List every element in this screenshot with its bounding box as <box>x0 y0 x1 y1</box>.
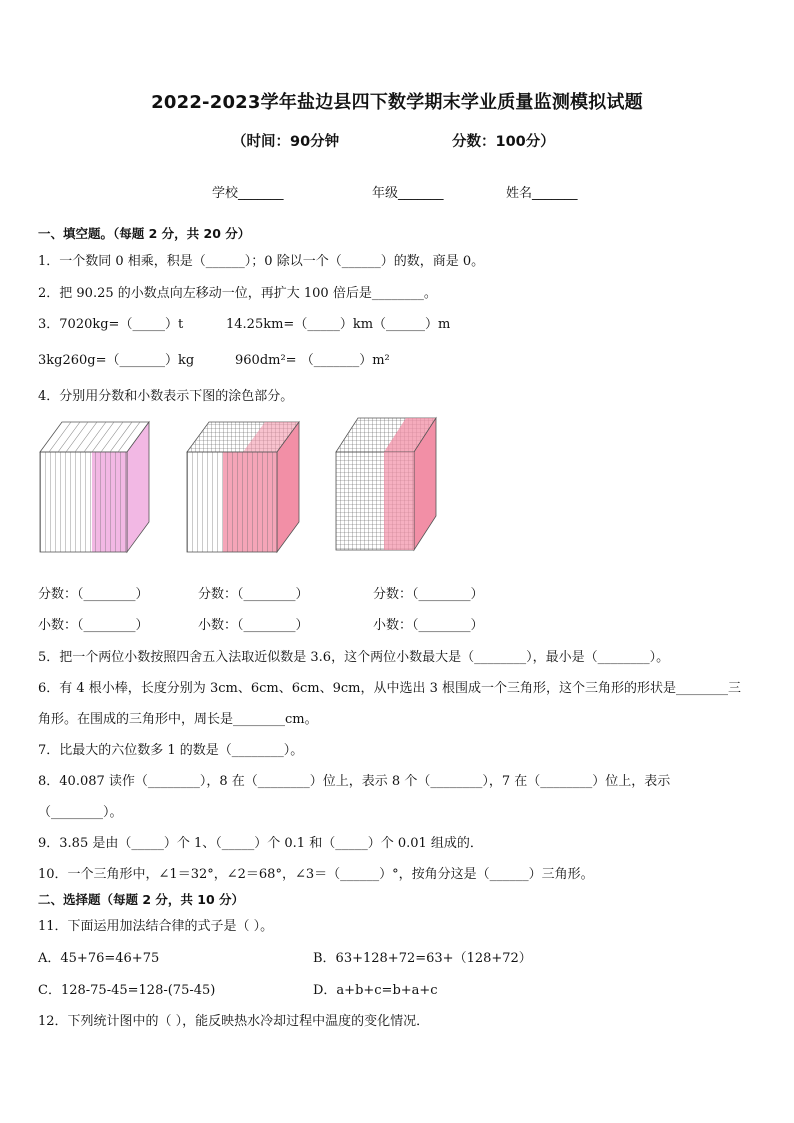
fraction-label-2: 分数：（________） <box>198 587 309 602</box>
strip-grid-cube <box>187 422 299 552</box>
decimal-label-2: 小数：（________） <box>198 618 309 633</box>
school-field[interactable]: 学校_______ <box>212 186 284 201</box>
question-4: 4．分别用分数和小数表示下图的涂色部分。 <box>38 389 294 404</box>
fraction-label-1: 分数：（________） <box>38 587 149 602</box>
question-6b: 角形。在围成的三角形中，周长是________cm。 <box>38 712 318 727</box>
question-7: 7．比最大的六位数多 1 的数是（________）。 <box>38 743 304 758</box>
question-3c: 3kg260g=（_______）kg <box>38 353 195 368</box>
option-d: D．a+b+c=b+a+c <box>313 983 438 998</box>
question-11: 11．下面运用加法结合律的式子是（ ）。 <box>38 919 274 934</box>
fraction-label-3: 分数：（________） <box>373 587 484 602</box>
exam-time: （时间：90分钟 <box>232 134 340 150</box>
small-cube-block <box>336 418 436 550</box>
strips-cube <box>40 422 149 552</box>
shaded-figures <box>36 412 446 557</box>
question-8a: 8．40.087 读作（________），8 在（________）位上，表示 8 个（________），7 在（________）位上，表示 <box>38 774 671 789</box>
question-3d: 960dm²= （_______）m² <box>235 353 390 368</box>
name-field[interactable]: 姓名_______ <box>506 186 578 201</box>
question-5: 5．把一个两位小数按照四舍五入法取近似数是 3.6，这个两位小数最大是（________），最小是（________）。 <box>38 650 670 665</box>
question-8b: （________）。 <box>38 805 123 820</box>
option-a: A．45+76=46+75 <box>38 951 160 966</box>
decimal-label-3: 小数：（________） <box>373 618 484 633</box>
question-3a: 3．7020kg=（_____）t <box>38 317 184 332</box>
page-title: 2022-2023学年盐边县四下数学期末学业质量监测模拟试题 <box>151 92 643 113</box>
question-1: 1．一个数同 0 相乘，积是（______）；0 除以一个（______）的数，商是 0。 <box>38 254 485 269</box>
question-12: 12．下列统计图中的（ ），能反映热水冷却过程中温度的变化情况． <box>38 1014 430 1029</box>
exam-score: 分数：100分） <box>452 134 555 150</box>
question-9: 9．3.85 是由（_____）个 1、（_____）个 0.1 和（_____）个 0.01 组成的． <box>38 836 483 851</box>
question-10: 10．一个三角形中，∠1＝32°，∠2＝68°，∠3＝（______）°，按角分这是（______）三角形。 <box>38 867 594 882</box>
decimal-label-1: 小数：（________） <box>38 618 149 633</box>
section-2-heading: 二、选择题（每题 2 分，共 10 分） <box>38 892 245 907</box>
question-6a: 6．有 4 根小棒，长度分别为 3cm、6cm、6cm、9cm，从中选出 3 根围成一个三角形，这个三角形的形状是________三 <box>38 681 741 696</box>
question-3b: 14.25km=（_____）km（______）m <box>226 317 451 332</box>
grade-field[interactable]: 年级_______ <box>372 186 444 201</box>
option-b: B．63+128+72=63+（128+72） <box>313 951 532 966</box>
question-2: 2．把 90.25 的小数点向左移动一位，再扩大 100 倍后是________。 <box>38 286 437 301</box>
section-1-heading: 一、填空题。（每题 2 分，共 20 分） <box>38 226 251 241</box>
option-c: C．128-75-45=128-(75-45) <box>38 983 216 998</box>
